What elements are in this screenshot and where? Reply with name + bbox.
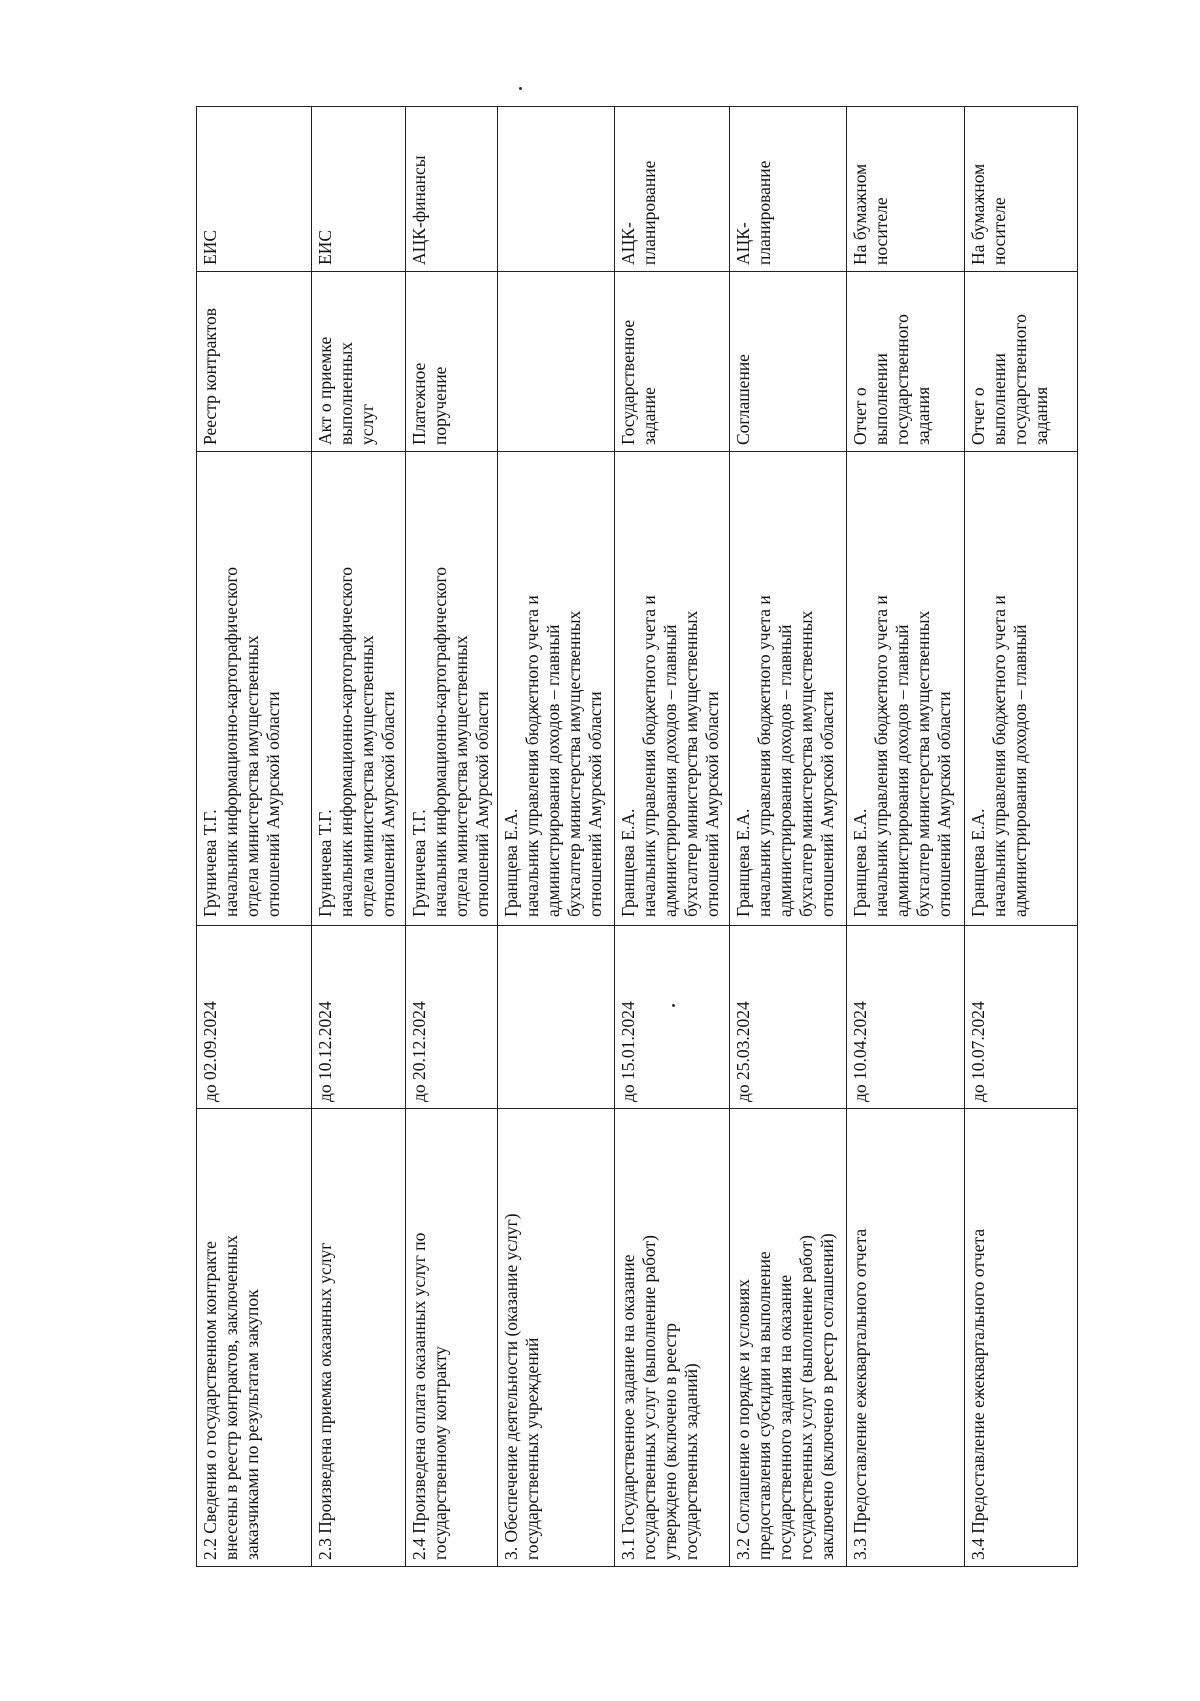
- responsible-cell: [197, 452, 312, 926]
- deadline-text: до 10.04.2024: [850, 1001, 870, 1102]
- system-text: ЕИС: [200, 230, 220, 265]
- system-text: АЦК- планирование: [618, 160, 659, 265]
- responsible-text: Гранщева Е.А. начальник управления бюджетного учета и администрирования доходов – главный: [968, 595, 1030, 917]
- table-row: [406, 107, 498, 1567]
- deadline-text: до 02.09.2024: [200, 1001, 220, 1102]
- responsible-text: Груничева Т.Г. начальник информационно-картографического отдела министерства имущественных отношений Амурской области: [409, 566, 492, 917]
- system-text: АЦК-финансы: [409, 155, 429, 265]
- document-text: Реестр контрактов: [200, 307, 220, 445]
- responsible-cell: [406, 452, 498, 926]
- task-cell: [847, 1109, 965, 1567]
- table-row: [730, 107, 847, 1567]
- deadline-text: до 20.12.2024: [409, 1001, 429, 1102]
- scan-speck: [672, 1004, 675, 1007]
- task-cell: [197, 1109, 312, 1567]
- table-row: [615, 107, 730, 1567]
- task-cell: [406, 1109, 498, 1567]
- task-text: 3.2 Соглашение о порядке и условиях предоставления субсидии на выполнение государственного задания на оказание государственных услуг (выполнение работ) заключено (включено в реестр соглашений): [733, 1233, 837, 1560]
- system-cell: [965, 107, 1078, 272]
- document-cell: [615, 272, 730, 452]
- deadline-cell: [615, 926, 730, 1109]
- deadline-text: до 15.01.2024: [618, 1001, 638, 1102]
- table-row: [498, 107, 615, 1567]
- document-text: Платежное поручение: [409, 362, 450, 445]
- responsible-text: Гранщева Е.А. начальник управления бюджетного учета и администрирования доходов – главный бухгалтер министерства имущественных отношений Амурской области: [850, 595, 954, 917]
- task-cell: [312, 1109, 406, 1567]
- document-text: Соглашение: [733, 354, 753, 445]
- table-row: [312, 107, 406, 1567]
- responsible-cell: [847, 452, 965, 926]
- system-cell: [197, 107, 312, 272]
- responsible-text: Груничева Т.Г. начальник информационно-картографического отдела министерства имущественных отношений Амурской области: [200, 566, 283, 917]
- responsible-text: Гранщева Е.А. начальник управления бюджетного учета и администрирования доходов – главный бухгалтер министерства имущественных отношений Амурской области: [618, 595, 722, 917]
- deadline-cell: [498, 926, 615, 1109]
- rotated-page-content: [196, 107, 1077, 1567]
- responsible-text: Гранщева Е.А. начальник управления бюджетного учета и администрирования доходов – главный бухгалтер министерства имущественных отношений Амурской области: [733, 595, 837, 917]
- document-cell: [730, 272, 847, 452]
- system-cell: [498, 107, 615, 272]
- deadline-cell: [965, 926, 1078, 1109]
- responsible-text: Гранщева Е.А. начальник управления бюджетного учета и администрирования доходов – главный бухгалтер министерства имущественных отношений Амурской области: [501, 595, 605, 917]
- deadline-text: до 10.12.2024: [315, 1001, 335, 1102]
- plan-table: [196, 106, 1078, 1567]
- document-cell: [498, 272, 615, 452]
- system-text: На бумажном носителе: [850, 163, 891, 265]
- document-text: Государственное задание: [618, 319, 659, 445]
- deadline-cell: [312, 926, 406, 1109]
- system-cell: [406, 107, 498, 272]
- table-row: [197, 107, 312, 1567]
- deadline-text: до 10.07.2024: [968, 1001, 988, 1102]
- table-row: [965, 107, 1078, 1567]
- system-cell: [312, 107, 406, 272]
- system-text: На бумажном носителе: [968, 163, 1009, 265]
- task-text: 3.1 Государственное задание на оказание государственных услуг (выполнение работ) утверждено (включено в реестр государственных заданий): [618, 1235, 701, 1560]
- task-text: 3. Обеспечение деятельности (оказание услуг) государственных учреждений: [501, 1213, 542, 1560]
- task-text: 3.4 Предоставление ежеквартального отчета: [968, 1228, 988, 1560]
- task-cell: [615, 1109, 730, 1567]
- system-cell: [847, 107, 965, 272]
- document-cell: [197, 272, 312, 452]
- deadline-cell: [406, 926, 498, 1109]
- task-text: 2.3 Произведена приемка оказанных услуг: [315, 1242, 335, 1560]
- system-text: АЦК- планирование: [733, 160, 774, 265]
- document-cell: [847, 272, 965, 452]
- responsible-cell: [965, 452, 1078, 926]
- task-text: 3.3 Предоставление ежеквартального отчета: [850, 1228, 870, 1560]
- deadline-cell: [730, 926, 847, 1109]
- deadline-text: до 25.03.2024: [733, 1001, 753, 1102]
- responsible-cell: [730, 452, 847, 926]
- document-text: Отчет о выполнении государственного задания: [968, 314, 1051, 445]
- responsible-cell: [312, 452, 406, 926]
- document-cell: [406, 272, 498, 452]
- responsible-cell: [498, 452, 615, 926]
- system-cell: [730, 107, 847, 272]
- deadline-cell: [847, 926, 965, 1109]
- system-cell: [615, 107, 730, 272]
- document-text: Отчет о выполнении государственного задания: [850, 314, 933, 445]
- document-cell: [965, 272, 1078, 452]
- deadline-cell: [197, 926, 312, 1109]
- responsible-cell: [615, 452, 730, 926]
- document-cell: [312, 272, 406, 452]
- task-cell: [730, 1109, 847, 1567]
- document-text: Акт о приемке выполненных услуг: [315, 336, 377, 445]
- task-text: 2.2 Сведения о государственном контракте внесены в реестр контрактов, заключенных заказчиками по результатам закупок: [200, 1235, 262, 1560]
- task-text: 2.4 Произведена оплата оказанных услуг по государственному контракту: [409, 1232, 450, 1560]
- table-row: [847, 107, 965, 1567]
- system-text: ЕИС: [315, 230, 335, 265]
- scan-speck: [519, 87, 522, 90]
- task-cell: [965, 1109, 1078, 1567]
- responsible-text: Груничева Т.Г. начальник информационно-картографического отдела министерства имущественных отношений Амурской области: [315, 566, 398, 917]
- task-cell: [498, 1109, 615, 1567]
